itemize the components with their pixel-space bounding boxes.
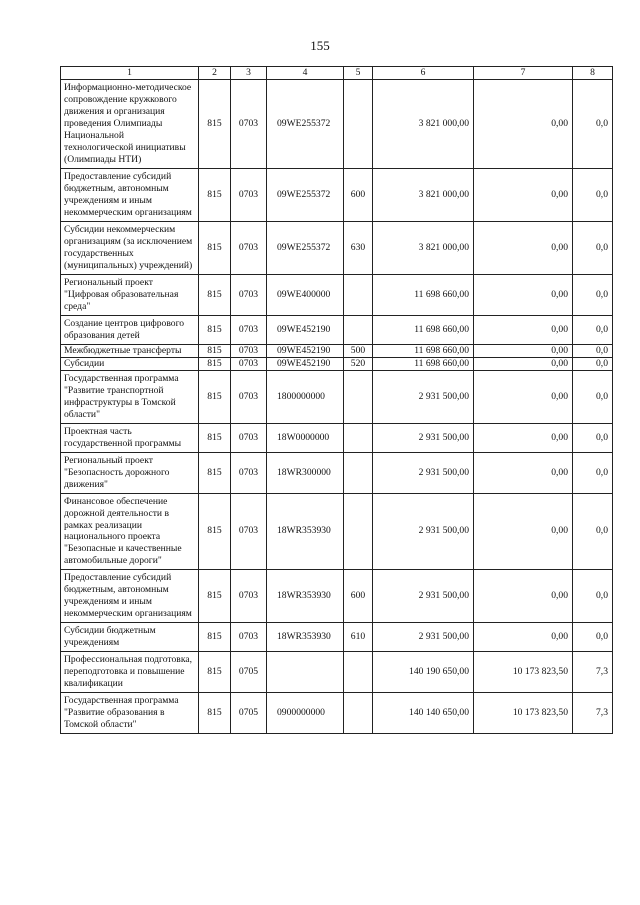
table-row	[61, 168, 613, 221]
item-name-cell: Государственная программа "Развитие транспортной инфраструктуры в Томской области"	[61, 370, 199, 423]
header-col-3: 3	[231, 67, 267, 80]
target-article-cell: 18WR300000	[267, 452, 344, 493]
execution-percent-cell: 0,0	[573, 274, 613, 315]
item-name-cell: Региональный проект "Цифровая образовательная среда"	[61, 274, 199, 315]
executed-amount-cell: 0,00	[474, 221, 573, 274]
execution-percent-cell: 0,0	[573, 357, 613, 370]
executed-amount-cell: 0,00	[474, 493, 573, 570]
table-row	[61, 357, 613, 370]
item-name-cell: Профессиональная подготовка, переподготовка и повышение квалификации	[61, 652, 199, 693]
planned-amount-cell: 140 140 650,00	[373, 693, 474, 734]
expense-type-cell: 500	[344, 344, 373, 357]
section-code-cell: 0703	[231, 493, 267, 570]
execution-percent-cell: 0,0	[573, 221, 613, 274]
ministry-code-cell: 815	[199, 168, 231, 221]
executed-amount-cell: 0,00	[474, 79, 573, 168]
section-code-cell: 0703	[231, 423, 267, 452]
item-name-cell: Создание центров цифрового образования детей	[61, 315, 199, 344]
expense-type-cell	[344, 452, 373, 493]
planned-amount-cell: 3 821 000,00	[373, 168, 474, 221]
target-article-cell	[267, 652, 344, 693]
executed-amount-cell: 10 173 823,50	[474, 693, 573, 734]
executed-amount-cell: 0,00	[474, 168, 573, 221]
ministry-code-cell: 815	[199, 344, 231, 357]
expense-type-cell	[344, 693, 373, 734]
execution-percent-cell: 7,3	[573, 693, 613, 734]
item-name-cell: Проектная часть государственной программы	[61, 423, 199, 452]
ministry-code-cell: 815	[199, 623, 231, 652]
ministry-code-cell: 815	[199, 652, 231, 693]
section-code-cell: 0703	[231, 79, 267, 168]
target-article-cell: 09WE255372	[267, 79, 344, 168]
section-code-cell: 0703	[231, 570, 267, 623]
execution-percent-cell: 0,0	[573, 315, 613, 344]
planned-amount-cell: 140 190 650,00	[373, 652, 474, 693]
target-article-cell: 0900000000	[267, 693, 344, 734]
execution-percent-cell: 0,0	[573, 370, 613, 423]
item-name-cell: Субсидии некоммерческим организациям (за исключением государственных (муниципальных) учреждений)	[61, 221, 199, 274]
section-code-cell: 0705	[231, 652, 267, 693]
item-name-cell: Государственная программа "Развитие образования в Томской области"	[61, 693, 199, 734]
ministry-code-cell: 815	[199, 221, 231, 274]
execution-percent-cell: 0,0	[573, 570, 613, 623]
planned-amount-cell: 3 821 000,00	[373, 79, 474, 168]
expense-type-cell	[344, 274, 373, 315]
item-name-cell: Региональный проект "Безопасность дорожного движения"	[61, 452, 199, 493]
table-row	[61, 570, 613, 623]
expense-type-cell	[344, 423, 373, 452]
execution-percent-cell: 0,0	[573, 423, 613, 452]
planned-amount-cell: 2 931 500,00	[373, 493, 474, 570]
section-code-cell: 0703	[231, 357, 267, 370]
target-article-cell: 09WE452190	[267, 344, 344, 357]
planned-amount-cell: 11 698 660,00	[373, 357, 474, 370]
expense-type-cell: 520	[344, 357, 373, 370]
page-number: 155	[310, 38, 330, 53]
ministry-code-cell: 815	[199, 493, 231, 570]
section-code-cell: 0703	[231, 344, 267, 357]
header-col-2: 2	[199, 67, 231, 80]
executed-amount-cell: 0,00	[474, 344, 573, 357]
budget-table	[60, 66, 613, 734]
target-article-cell: 1800000000	[267, 370, 344, 423]
table-row	[61, 623, 613, 652]
planned-amount-cell: 11 698 660,00	[373, 344, 474, 357]
planned-amount-cell: 2 931 500,00	[373, 370, 474, 423]
execution-percent-cell: 7,3	[573, 652, 613, 693]
table-row	[61, 221, 613, 274]
table-row	[61, 452, 613, 493]
ministry-code-cell: 815	[199, 274, 231, 315]
expense-type-cell: 600	[344, 570, 373, 623]
table-row	[61, 493, 613, 570]
executed-amount-cell: 0,00	[474, 357, 573, 370]
executed-amount-cell: 0,00	[474, 452, 573, 493]
item-name-cell: Финансовое обеспечение дорожной деятельности в рамках реализации национального проекта "Безопасные и качественные автомобильные дороги"	[61, 493, 199, 570]
planned-amount-cell: 3 821 000,00	[373, 221, 474, 274]
planned-amount-cell: 2 931 500,00	[373, 623, 474, 652]
ministry-code-cell: 815	[199, 570, 231, 623]
item-name-cell: Информационно-методическое сопровождение кружкового движения и организация проведения Олимпиады Национальной технологической инициативы (Олимпиады НТИ)	[61, 79, 199, 168]
table-row	[61, 652, 613, 693]
planned-amount-cell: 11 698 660,00	[373, 274, 474, 315]
header-col-5: 5	[344, 67, 373, 80]
table-row	[61, 693, 613, 734]
table-row	[61, 315, 613, 344]
section-code-cell: 0703	[231, 623, 267, 652]
section-code-cell: 0703	[231, 168, 267, 221]
expense-type-cell	[344, 652, 373, 693]
header-col-7: 7	[474, 67, 573, 80]
header-col-6: 6	[373, 67, 474, 80]
execution-percent-cell: 0,0	[573, 79, 613, 168]
table-body	[61, 79, 613, 733]
planned-amount-cell: 2 931 500,00	[373, 423, 474, 452]
header-col-4: 4	[267, 67, 344, 80]
table-row	[61, 423, 613, 452]
expense-type-cell	[344, 315, 373, 344]
target-article-cell: 18W0000000	[267, 423, 344, 452]
target-article-cell: 09WE400000	[267, 274, 344, 315]
ministry-code-cell: 815	[199, 693, 231, 734]
target-article-cell: 09WE255372	[267, 168, 344, 221]
planned-amount-cell: 11 698 660,00	[373, 315, 474, 344]
executed-amount-cell: 0,00	[474, 423, 573, 452]
ministry-code-cell: 815	[199, 423, 231, 452]
executed-amount-cell: 0,00	[474, 370, 573, 423]
target-article-cell: 09WE255372	[267, 221, 344, 274]
section-code-cell: 0705	[231, 693, 267, 734]
target-article-cell: 09WE452190	[267, 315, 344, 344]
ministry-code-cell: 815	[199, 315, 231, 344]
execution-percent-cell: 0,0	[573, 623, 613, 652]
header-col-1: 1	[61, 67, 199, 80]
table-row	[61, 79, 613, 168]
section-code-cell: 0703	[231, 370, 267, 423]
table-header-row	[61, 67, 613, 80]
ministry-code-cell: 815	[199, 79, 231, 168]
item-name-cell: Предоставление субсидий бюджетным, автономным учреждениям и иным некоммерческим организациям	[61, 570, 199, 623]
section-code-cell: 0703	[231, 452, 267, 493]
expense-type-cell	[344, 493, 373, 570]
table-row	[61, 274, 613, 315]
item-name-cell: Субсидии	[61, 357, 199, 370]
section-code-cell: 0703	[231, 274, 267, 315]
executed-amount-cell: 0,00	[474, 570, 573, 623]
header-col-8: 8	[573, 67, 613, 80]
executed-amount-cell: 0,00	[474, 623, 573, 652]
target-article-cell: 18WR353930	[267, 570, 344, 623]
planned-amount-cell: 2 931 500,00	[373, 570, 474, 623]
item-name-cell: Субсидии бюджетным учреждениям	[61, 623, 199, 652]
expense-type-cell: 600	[344, 168, 373, 221]
ministry-code-cell: 815	[199, 357, 231, 370]
executed-amount-cell: 0,00	[474, 274, 573, 315]
expense-type-cell	[344, 370, 373, 423]
ministry-code-cell: 815	[199, 370, 231, 423]
section-code-cell: 0703	[231, 315, 267, 344]
target-article-cell: 18WR353930	[267, 623, 344, 652]
executed-amount-cell: 0,00	[474, 315, 573, 344]
item-name-cell: Межбюджетные трансферты	[61, 344, 199, 357]
expense-type-cell: 630	[344, 221, 373, 274]
ministry-code-cell: 815	[199, 452, 231, 493]
section-code-cell: 0703	[231, 221, 267, 274]
item-name-cell: Предоставление субсидий бюджетным, автономным учреждениям и иным некоммерческим организациям	[61, 168, 199, 221]
target-article-cell: 09WE452190	[267, 357, 344, 370]
execution-percent-cell: 0,0	[573, 168, 613, 221]
expense-type-cell: 610	[344, 623, 373, 652]
executed-amount-cell: 10 173 823,50	[474, 652, 573, 693]
execution-percent-cell: 0,0	[573, 493, 613, 570]
target-article-cell: 18WR353930	[267, 493, 344, 570]
table-row	[61, 370, 613, 423]
execution-percent-cell: 0,0	[573, 344, 613, 357]
planned-amount-cell: 2 931 500,00	[373, 452, 474, 493]
table-row	[61, 344, 613, 357]
expense-type-cell	[344, 79, 373, 168]
execution-percent-cell: 0,0	[573, 452, 613, 493]
